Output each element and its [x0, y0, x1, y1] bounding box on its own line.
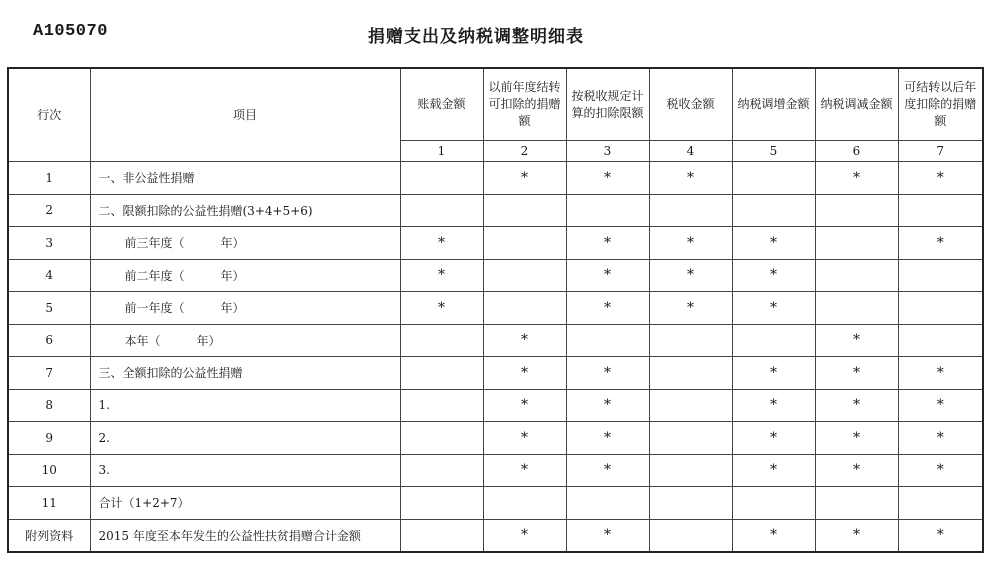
row-item-label: 前一年度（ 年） — [90, 292, 400, 325]
amount-input-cell[interactable] — [400, 454, 483, 487]
not-applicable-cell: * — [898, 162, 983, 195]
amount-input-cell[interactable] — [898, 324, 983, 357]
row-item-label: 2. — [90, 422, 400, 455]
not-applicable-cell: * — [400, 259, 483, 292]
amount-input-cell[interactable] — [732, 324, 815, 357]
amount-input-cell[interactable] — [898, 487, 983, 520]
amount-input-cell[interactable] — [732, 487, 815, 520]
amount-input-cell[interactable] — [400, 422, 483, 455]
col-header-row-no: 行次 — [8, 68, 90, 162]
col-header-deduction-limit: 按税收规定计算的扣除限额 — [566, 68, 649, 141]
amount-input-cell[interactable] — [400, 389, 483, 422]
amount-input-cell[interactable] — [815, 227, 898, 260]
not-applicable-cell: * — [566, 292, 649, 325]
table-row — [8, 389, 983, 422]
not-applicable-cell: * — [566, 519, 649, 552]
not-applicable-cell: * — [732, 292, 815, 325]
amount-input-cell[interactable] — [483, 292, 566, 325]
row-item-label: 本年（ 年） — [90, 324, 400, 357]
amount-input-cell[interactable] — [898, 292, 983, 325]
not-applicable-cell: * — [898, 357, 983, 390]
not-applicable-cell: * — [649, 292, 732, 325]
not-applicable-cell: * — [898, 422, 983, 455]
row-item-label: 一、非公益性捐赠 — [90, 162, 400, 195]
not-applicable-cell: * — [732, 422, 815, 455]
amount-input-cell[interactable] — [400, 357, 483, 390]
amount-input-cell[interactable] — [898, 194, 983, 227]
table-row — [8, 454, 983, 487]
row-item-label: 二、限额扣除的公益性捐赠(3+4+5+6) — [90, 194, 400, 227]
col-header-tax-decrease: 纳税调减金额 — [815, 68, 898, 141]
not-applicable-cell: * — [815, 422, 898, 455]
not-applicable-cell: * — [732, 519, 815, 552]
col-number: 3 — [566, 141, 649, 162]
row-number: 8 — [8, 389, 90, 422]
not-applicable-cell: * — [815, 324, 898, 357]
amount-input-cell[interactable] — [649, 389, 732, 422]
not-applicable-cell: * — [649, 259, 732, 292]
not-applicable-cell: * — [732, 227, 815, 260]
not-applicable-cell: * — [566, 389, 649, 422]
header-row — [8, 68, 983, 141]
amount-input-cell[interactable] — [649, 519, 732, 552]
not-applicable-cell: * — [483, 389, 566, 422]
row-number: 2 — [8, 194, 90, 227]
amount-input-cell[interactable] — [483, 194, 566, 227]
amount-input-cell[interactable] — [400, 487, 483, 520]
not-applicable-cell: * — [898, 454, 983, 487]
not-applicable-cell: * — [649, 227, 732, 260]
row-item-label: 前三年度（ 年） — [90, 227, 400, 260]
amount-input-cell[interactable] — [483, 487, 566, 520]
not-applicable-cell: * — [815, 162, 898, 195]
col-header-tax-amount: 税收金额 — [649, 68, 732, 141]
amount-input-cell[interactable] — [815, 259, 898, 292]
donation-table — [7, 67, 984, 553]
table-row — [8, 519, 983, 552]
amount-input-cell[interactable] — [566, 324, 649, 357]
row-number: 4 — [8, 259, 90, 292]
not-applicable-cell: * — [732, 454, 815, 487]
row-number: 10 — [8, 454, 90, 487]
amount-input-cell[interactable] — [400, 324, 483, 357]
not-applicable-cell: * — [400, 292, 483, 325]
row-number: 7 — [8, 357, 90, 390]
row-number: 6 — [8, 324, 90, 357]
row-number: 5 — [8, 292, 90, 325]
amount-input-cell[interactable] — [649, 194, 732, 227]
not-applicable-cell: * — [483, 422, 566, 455]
table-row — [8, 324, 983, 357]
col-header-item: 项目 — [90, 68, 400, 162]
row-item-label: 3. — [90, 454, 400, 487]
col-number: 5 — [732, 141, 815, 162]
amount-input-cell[interactable] — [566, 194, 649, 227]
table-body — [8, 162, 983, 553]
amount-input-cell[interactable] — [649, 357, 732, 390]
row-item-label: 前二年度（ 年） — [90, 259, 400, 292]
not-applicable-cell: * — [483, 454, 566, 487]
col-header-tax-increase: 纳税调增金额 — [732, 68, 815, 141]
amount-input-cell[interactable] — [732, 194, 815, 227]
table-row — [8, 259, 983, 292]
table-row — [8, 227, 983, 260]
table-row — [8, 162, 983, 195]
row-number: 9 — [8, 422, 90, 455]
amount-input-cell[interactable] — [815, 194, 898, 227]
table-row — [8, 357, 983, 390]
row-number: 11 — [8, 487, 90, 520]
row-item-label: 2015 年度至本年发生的公益性扶贫捐赠合计金额 — [90, 519, 400, 552]
row-number: 3 — [8, 227, 90, 260]
not-applicable-cell: * — [400, 227, 483, 260]
col-header-future-carryover: 可结转以后年度扣除的捐赠额 — [898, 68, 983, 141]
not-applicable-cell: * — [898, 227, 983, 260]
row-number: 1 — [8, 162, 90, 195]
amount-input-cell[interactable] — [400, 519, 483, 552]
not-applicable-cell: * — [483, 519, 566, 552]
col-number: 1 — [400, 141, 483, 162]
amount-input-cell[interactable] — [483, 227, 566, 260]
amount-input-cell[interactable] — [649, 422, 732, 455]
table-row — [8, 292, 983, 325]
not-applicable-cell: * — [815, 357, 898, 390]
not-applicable-cell: * — [732, 389, 815, 422]
not-applicable-cell: * — [483, 162, 566, 195]
amount-input-cell[interactable] — [732, 162, 815, 195]
not-applicable-cell: * — [566, 259, 649, 292]
form-code: A105070 — [33, 22, 108, 41]
not-applicable-cell: * — [815, 389, 898, 422]
row-item-label: 三、全额扣除的公益性捐赠 — [90, 357, 400, 390]
col-number: 2 — [483, 141, 566, 162]
not-applicable-cell: * — [815, 519, 898, 552]
not-applicable-cell: * — [566, 357, 649, 390]
not-applicable-cell: * — [898, 389, 983, 422]
amount-input-cell[interactable] — [566, 487, 649, 520]
amount-input-cell[interactable] — [815, 487, 898, 520]
not-applicable-cell: * — [566, 422, 649, 455]
not-applicable-cell: * — [566, 227, 649, 260]
not-applicable-cell: * — [898, 519, 983, 552]
amount-input-cell[interactable] — [649, 487, 732, 520]
not-applicable-cell: * — [483, 357, 566, 390]
not-applicable-cell: * — [815, 454, 898, 487]
not-applicable-cell: * — [732, 259, 815, 292]
col-header-book-amount: 账载金额 — [400, 68, 483, 141]
not-applicable-cell: * — [566, 454, 649, 487]
not-applicable-cell: * — [566, 162, 649, 195]
row-item-label: 合计（1+2+7） — [90, 487, 400, 520]
amount-input-cell[interactable] — [649, 454, 732, 487]
col-header-prior-carryover: 以前年度结转可扣除的捐赠额 — [483, 68, 566, 141]
table-row — [8, 194, 983, 227]
table-row — [8, 422, 983, 455]
col-number: 7 — [898, 141, 983, 162]
amount-input-cell[interactable] — [400, 194, 483, 227]
amount-input-cell[interactable] — [898, 259, 983, 292]
amount-input-cell[interactable] — [483, 259, 566, 292]
not-applicable-cell: * — [483, 324, 566, 357]
row-number: 附列资料 — [8, 519, 90, 552]
amount-input-cell[interactable] — [649, 324, 732, 357]
not-applicable-cell: * — [649, 162, 732, 195]
amount-input-cell[interactable] — [815, 292, 898, 325]
form-title: 捐赠支出及纳税调整明细表 — [368, 27, 584, 47]
col-number: 6 — [815, 141, 898, 162]
col-number: 4 — [649, 141, 732, 162]
row-item-label: 1. — [90, 389, 400, 422]
amount-input-cell[interactable] — [400, 162, 483, 195]
table-row — [8, 487, 983, 520]
not-applicable-cell: * — [732, 357, 815, 390]
